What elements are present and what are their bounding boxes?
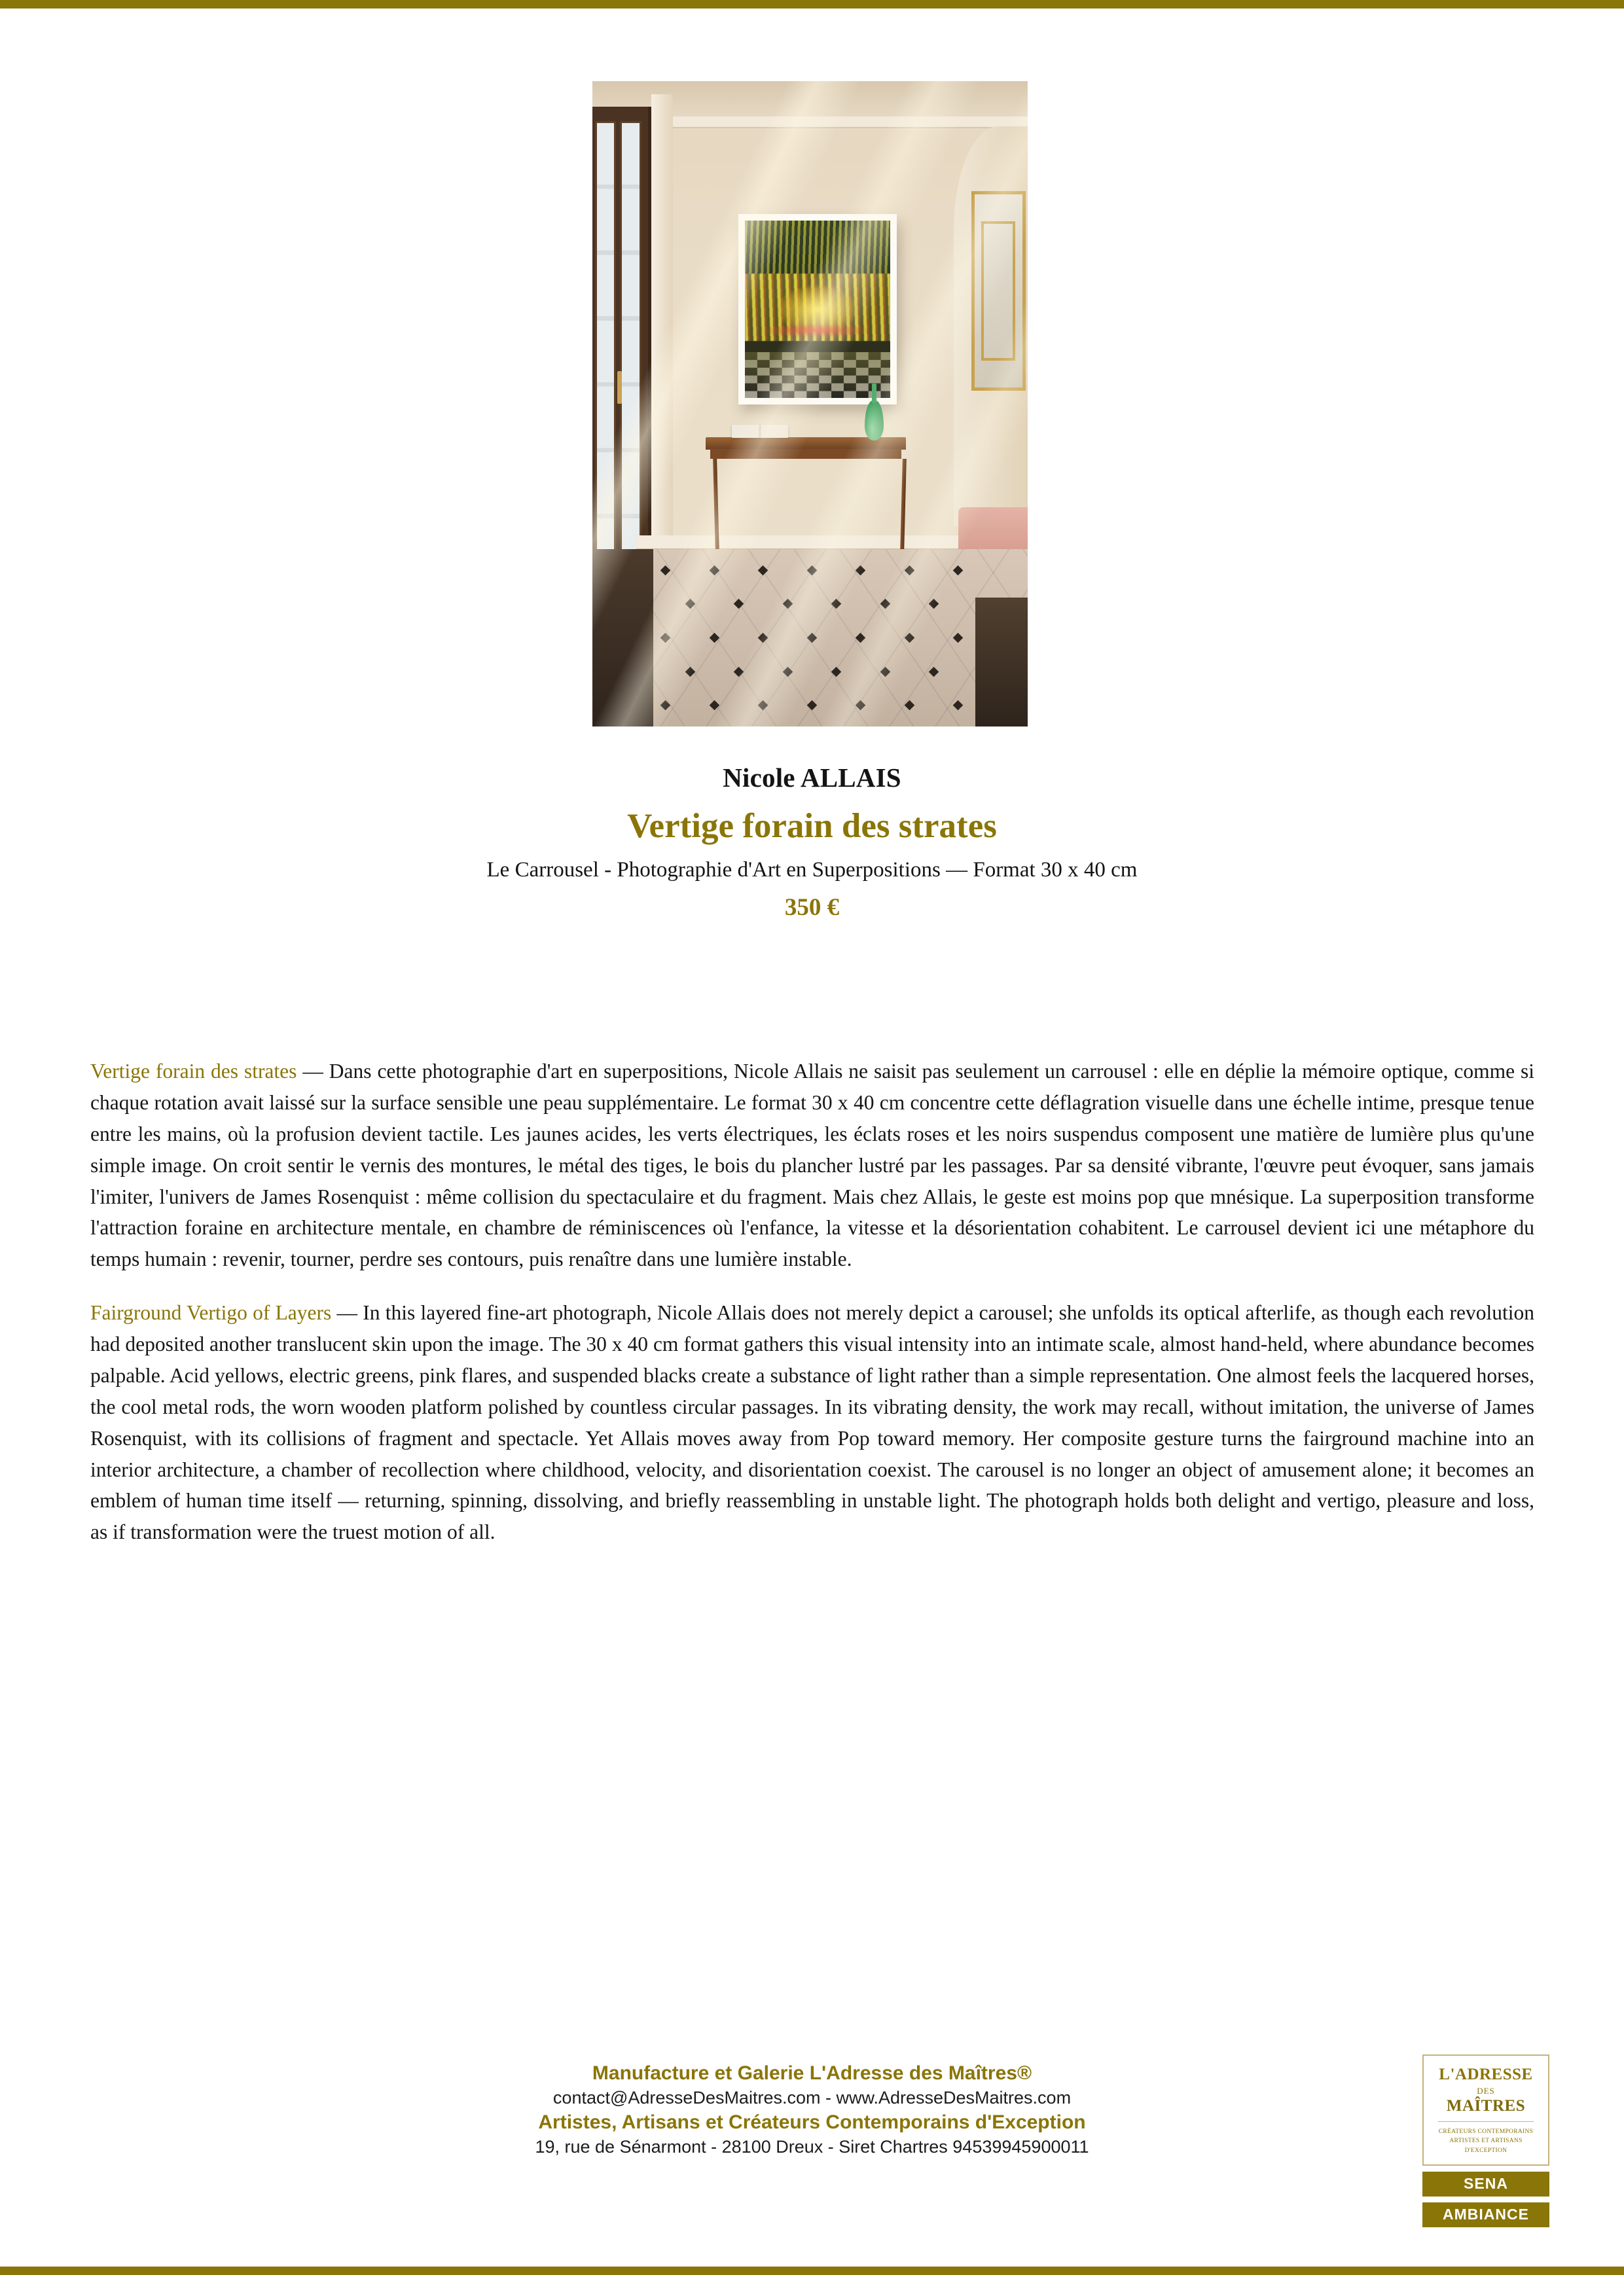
top-accent-bar [0, 0, 1624, 9]
floor-diamond-inlay [905, 633, 915, 643]
floor-diamond-inlay [880, 666, 890, 677]
floor-diamond-inlay [929, 599, 939, 609]
price-label: 350 € [784, 894, 840, 922]
door-pane-right [620, 121, 641, 564]
brand-tagline-1: CRÉATEURS CONTEMPORAINS [1438, 2128, 1534, 2136]
artwork-floor-shade [745, 352, 891, 398]
title-block [0, 763, 1624, 922]
french-door [592, 107, 651, 578]
description-text-en: In this layered fine-art photograph, Nicole Allais does not merely depict a carousel; she unfolds its optical afterlife, as though each revolution had deposited another translucent skin upon the image. The 30 x 40 cm format gathers this visual intensity into an intimate scale, almost hand-held, where abundance becomes palpable. Acid yellows, electric greens, pink flares, and suspended blacks create a substance of light rather than a simple representation. One almost feels the lacquered horses, the cool metal rods, the worn wooden platform polished by countless circular passages. In its vibrating density, the work may recall, without imitation, the universe of James Rosenquist, with its collisions of fragment and spectacle. Yet Allais moves away from Pop toward memory. Her composite gesture turns the fairground machine into an interior architecture, a chamber of recollection where childhood, velocity, and disorientation coexist. The carousel is no longer an object of amusement alone; it becomes an emblem of human time itself — returning, spinning, dissolving, and briefly reassembling in unstable light. The photograph holds both delight and vertigo, pleasure and loss, as if transformation were the truest motion of all. [90, 1301, 1535, 1544]
floor-diamond-inlay [905, 565, 915, 576]
description-lead-en: Fairground Vertigo of Layers [90, 1301, 332, 1325]
framed-artwork [738, 214, 897, 404]
floor-diamond-inlay [734, 599, 744, 609]
floor-diamond-inlay [660, 700, 671, 711]
floor-diamond-inlay [905, 700, 915, 711]
gilded-mirror [971, 191, 1026, 391]
floor-dark-border-left [592, 549, 653, 726]
floor-diamond-inlay [929, 666, 939, 677]
badge-sena: SENA [1422, 2172, 1549, 2197]
description-dash-fr: — [297, 1060, 329, 1083]
floor-diamond-inlay [685, 666, 695, 677]
floor-diamond-inlay [660, 565, 671, 576]
description-lead-fr: Vertige forain des strates [90, 1060, 297, 1083]
floor-dark-border-right [975, 598, 1028, 726]
cornice-moulding [627, 117, 1028, 127]
floor-diamond-inlay [710, 700, 720, 711]
floor-diamond-inlay [856, 700, 866, 711]
footer-address: 19, rue de Sénarmont - 28100 Dreux - Siret Chartres 94539945900011 [535, 2136, 1089, 2157]
page-title: Vertige forain des strates [627, 807, 997, 846]
artwork-canopy-layer [745, 221, 891, 281]
brand-logo-block [1422, 2054, 1549, 2227]
carousel-artwork-image [745, 221, 891, 398]
footer-tagline: Artistes, Artisans et Créateurs Contemporains d'Exception [538, 2111, 1086, 2134]
open-book [732, 425, 788, 439]
floor-diamond-inlay [758, 700, 768, 711]
brand-logo-card [1422, 2054, 1549, 2166]
description-section [90, 1056, 1534, 1570]
door-handle-icon [617, 371, 622, 404]
floor-diamond-inlay [807, 565, 818, 576]
brand-logo-divider [1438, 2121, 1534, 2122]
marble-floor [592, 549, 1028, 726]
floor-diamond-inlay [856, 633, 866, 643]
console-table-apron [710, 449, 902, 459]
floor-diamond-inlay [685, 599, 695, 609]
floor-diamond-inlay [831, 666, 842, 677]
badge-ambiance: AMBIANCE [1422, 2202, 1549, 2227]
brand-tagline-3: D'EXCEPTION [1464, 2147, 1507, 2154]
floor-diamond-inlay [734, 666, 744, 677]
footer [0, 2060, 1624, 2159]
artwork-photo-container [592, 81, 1028, 726]
artwork-photo [592, 81, 1028, 726]
floor-diamond-inlay [953, 565, 964, 576]
description-paragraph-fr [90, 1056, 1534, 1275]
footer-company-name: Manufacture et Galerie L'Adresse des Maîtres® [592, 2062, 1032, 2084]
brand-logo-line-3: MAÎTRES [1446, 2096, 1526, 2115]
footer-contact[interactable]: contact@AdresseDesMaitres.com - www.AdresseDesMaitres.com [552, 2087, 1072, 2108]
floor-diamond-inlay [807, 700, 818, 711]
brand-logo-line-1: L'ADRESSE [1439, 2066, 1533, 2083]
description-paragraph-en [90, 1297, 1534, 1548]
floor-diamond-inlay [782, 666, 793, 677]
bottom-accent-bar [0, 2267, 1624, 2275]
floor-diamond-inlay [953, 633, 964, 643]
floor-diamond-inlay [710, 565, 720, 576]
floor-diamond-inlay [953, 700, 964, 711]
artwork-red-streak [759, 323, 873, 338]
green-glass-vase [865, 401, 884, 440]
door-jamb [651, 94, 673, 584]
floor-diamond-inlay [807, 633, 818, 643]
artist-name: Nicole ALLAIS [723, 762, 901, 793]
brand-logo-line-2: DES [1477, 2086, 1495, 2096]
door-pane-left [595, 121, 616, 564]
brand-tagline-2: ARTISTES ET ARTISANS [1449, 2138, 1523, 2145]
floor-diamond-inlay [880, 599, 890, 609]
floor-diamond-inlay [758, 633, 768, 643]
work-subtitle: Le Carrousel - Photographie d'Art en Superpositions — Format 30 x 40 cm [486, 858, 1138, 882]
floor-diamond-inlay [782, 599, 793, 609]
floor-diamond-inlay [856, 565, 866, 576]
description-text-fr: Dans cette photographie d'art en superpositions, Nicole Allais ne saisit pas seulement un carrousel : elle en déplie la mémoire optique, comme si chaque rotation avait laissé sur la surface sensible une peau supplémentaire. Le format 30 x 40 cm concentre cette déflagration visuelle dans une échelle intime, presque tenue entre les mains, où la profusion devient tactile. Les jaunes acides, les verts électriques, les éclats roses et les noirs suspendus composent une matière de lumière plus qu'une simple image. On croit sentir le vernis des montures, le métal des tiges, le bois du plancher lustré par les passages. Par sa densité vibrante, l'œuvre peut évoquer, sans jamais l'imiter, l'univers de James Rosenquist : même collision du spectaculaire et du fragment. Mais chez Allais, le geste est moins pop que mnésique. La superposition transforme l'attraction foraine en architecture mentale, en chambre de réminiscences où l'enfance, la vitesse et la désorientation cohabitent. Le carrousel devient ici une métaphore du temps humain : revenir, tourner, perdre ses contours, puis renaître dans une lumière instable. [90, 1060, 1535, 1271]
floor-diamond-inlay [660, 633, 671, 643]
floor-diamond-inlay [710, 633, 720, 643]
floor-diamond-inlay [831, 599, 842, 609]
description-dash-en: — [331, 1301, 363, 1325]
floor-diamond-inlay [758, 565, 768, 576]
